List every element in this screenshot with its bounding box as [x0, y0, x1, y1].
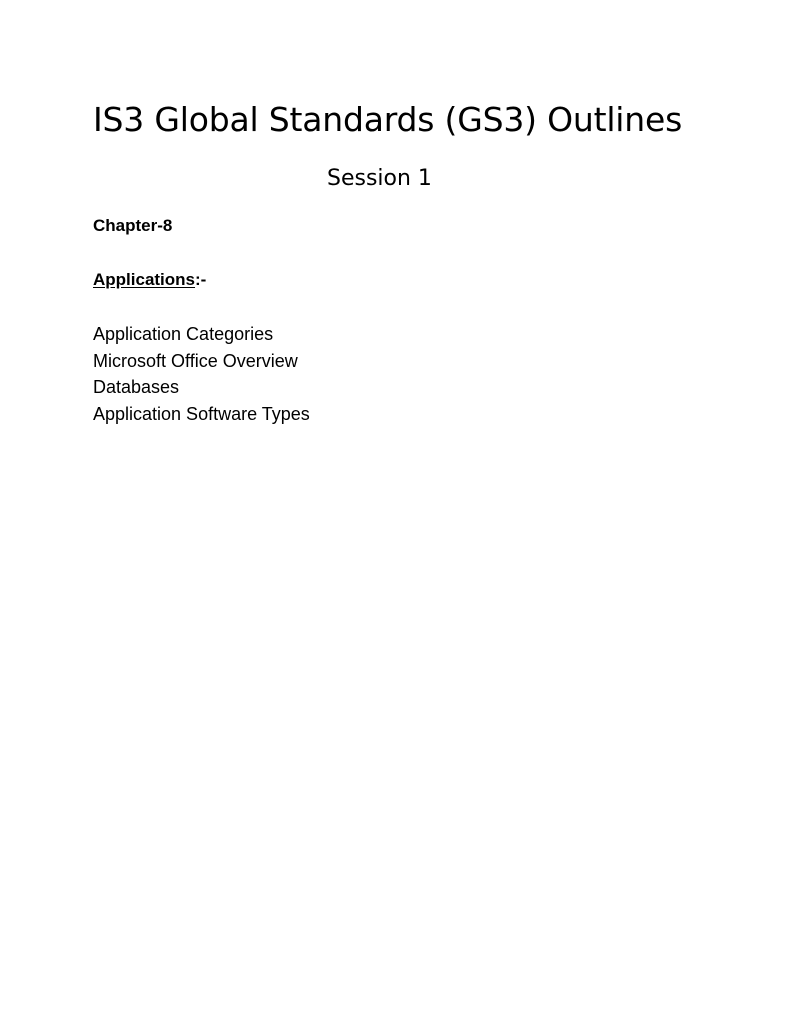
topic-list: [93, 321, 310, 427]
topic-item: Application Categories: [93, 324, 274, 344]
topic-item: Databases: [93, 377, 180, 397]
document-title: IS3 Global Standards (GS3) Outlines: [93, 100, 683, 139]
topic-item: Application Software Types: [93, 403, 310, 424]
chapter-label: Chapter-8: [93, 216, 173, 235]
section-heading: [93, 268, 206, 292]
topic-item: Microsoft Office Overview: [93, 350, 298, 371]
section-heading-suffix: :-: [195, 270, 207, 289]
session-label: Session 1: [327, 166, 432, 191]
section-heading-text: Applications: [93, 270, 196, 289]
